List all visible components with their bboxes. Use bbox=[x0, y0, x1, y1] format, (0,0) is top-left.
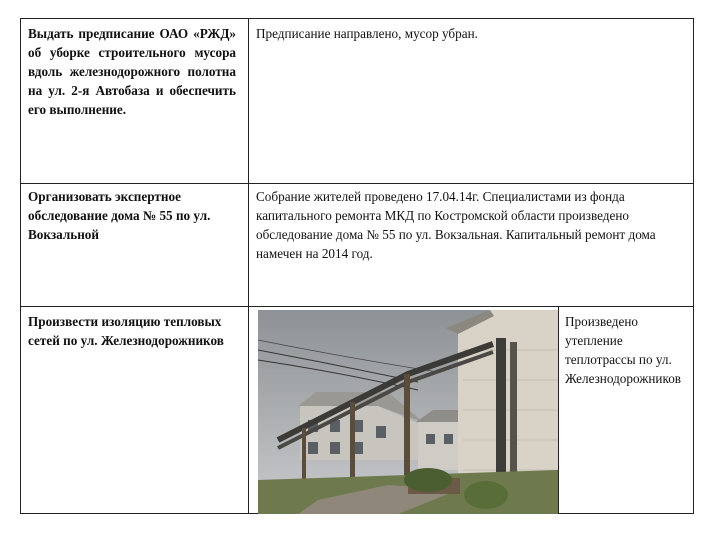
row-2-result: Собрание жителей проведено 17.04.14г. Специалистами из фонда капитального ремонта МКД по Костромской области произведено обследование дома № 55 по ул. Вокзальная. Капитальный ремонт дома намечен на 2014 год. bbox=[256, 189, 656, 261]
table-border-right bbox=[693, 18, 694, 514]
photo-cell-divider bbox=[558, 306, 559, 514]
row-divider-1 bbox=[20, 183, 694, 184]
row-3-result: Произведено утепление теплотрассы по ул. Железнодорожников bbox=[565, 314, 682, 386]
row-3-task: Произвести изоляцию тепловых сетей по ул. Железнодорожников bbox=[28, 314, 224, 348]
row-divider-2 bbox=[20, 306, 694, 307]
table-border-left bbox=[20, 18, 21, 514]
row-1-task: Выдать предписание ОАО «РЖД» об уборке строительного мусора вдоль железнодорожного полотна на ул. 2-я Автобаза и обеспечить его выполнение. bbox=[28, 26, 236, 117]
heating-pipeline-photo bbox=[258, 310, 558, 514]
column-divider bbox=[248, 18, 249, 514]
row-1-result: Предписание направлено, мусор убран. bbox=[256, 26, 478, 41]
row-2-task: Организовать экспертное обследование дома № 55 по ул. Вокзальной bbox=[28, 189, 211, 242]
table-border-top bbox=[20, 18, 694, 19]
